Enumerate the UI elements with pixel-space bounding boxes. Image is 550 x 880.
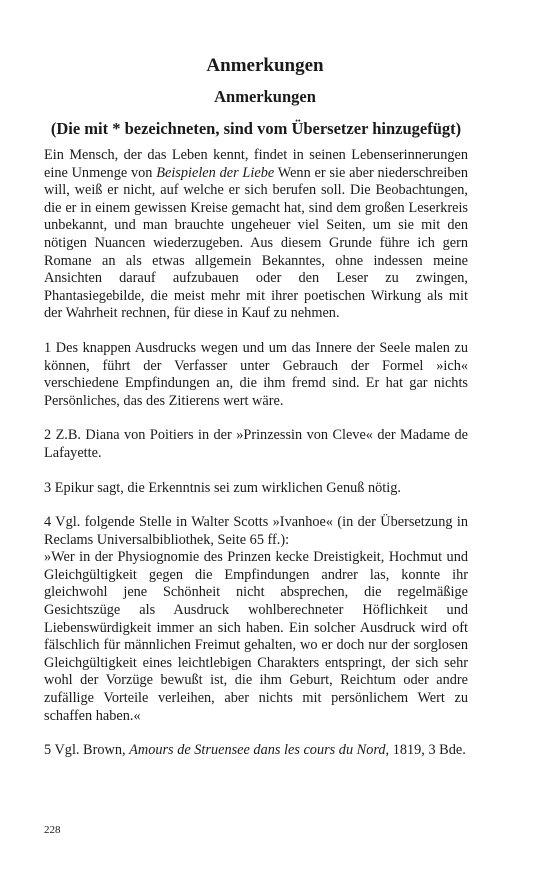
note-2: 2 Z.B. Diana von Poitiers in der »Prinzessin von Cleve« der Madame de Lafayette. <box>44 427 468 461</box>
chapter-subtitle: Anmerkungen <box>214 87 316 106</box>
intro-text-1: Ein Mensch, der das Leben kennt, findet in seinen Lebenserinnerungen eine Unmenge von <box>44 147 468 181</box>
intro-italic: Beispielen der Liebe <box>156 164 275 181</box>
note-5-post: , 1819, 3 Bde. <box>385 742 466 759</box>
note-5-title: Amours de Struensee dans les cours du Nord <box>129 742 386 759</box>
chapter-title: Anmerkungen <box>206 55 324 76</box>
note-4-quote: »Wer in der Physiognomie des Prinzen kecke Dreistigkeit, Hochmut und Gleichgültigkeit gegen die Empfindungen andrer las, konnte ihr gleichwohl jene Schönheit nicht absprechen, die regelmäßige Gesichtszüge als Ausdruck wohlberechneter Höflichkeit und Liebenswürdigkeit immer an sich haben. Ein solcher Ausdruck wird oft fälschlich für männlichen Freimut gehalten, wo er doch nur der sorglosen Gleichgültigkeit eines leichtlebigen Charakters entspringt, der sich sehr wohl der Vorzüge bewußt ist, die ihm Geburt, Reichtum oder andre zufällige Vorteile verleihen, aber nichts mit persönlichem Wert zu schaffen haben.« <box>44 549 468 724</box>
page-number: 228 <box>44 824 61 836</box>
note-5-pre: 5 Vgl. Brown, <box>44 742 130 759</box>
translator-note-heading: (Die mit * bezeichneten, sind vom Übersetzer hinzugefügt) <box>50 119 462 138</box>
note-4 <box>44 514 468 725</box>
note-3: 3 Epikur sagt, die Erkenntnis sei zum wirklichen Genuß nötig. <box>44 479 401 496</box>
note-1: 1 Des knappen Ausdrucks wegen und um das Innere der Seele malen zu können, führt der Verfasser unter Gebrauch der Formel »ich« verschiedene Empfindungen an, die ihm fremd sind. Er hat gar nichts Persönliches, das des Zitierens wert wäre. <box>44 339 468 409</box>
note-5 <box>44 742 468 760</box>
intro-paragraph <box>44 147 468 323</box>
note-4-lead: 4 Vgl. folgende Stelle in Walter Scotts »Ivanhoe« (in der Übersetzung in Reclams Universalbibliothek, Seite 65 ff.): <box>44 514 468 548</box>
page-body <box>44 55 468 760</box>
intro-text-2: Wenn er sie aber niederschreiben will, weiß er nicht, auf welche er sich berufen soll. Die Beobachtungen, die er in einem gewissen Kreise gemacht hat, sind dem großen Leserkreis unbekannt, und man brauchte ungeheuer viel Seiten, um sie mit den nötigen Nuancen wiederzugeben. Aus diesem Grunde führe ich gern Romane an als etwas allgemein Bekanntes, ohne indessen meine Ansichten darauf aufzubauen oder den Leser zu zwingen, Phantasiegebilde, die meist mehr mit ihrer poetischen Wirkung als mit der Wahrheit rechnen, für diese in Kauf zu nehmen. <box>44 164 468 322</box>
